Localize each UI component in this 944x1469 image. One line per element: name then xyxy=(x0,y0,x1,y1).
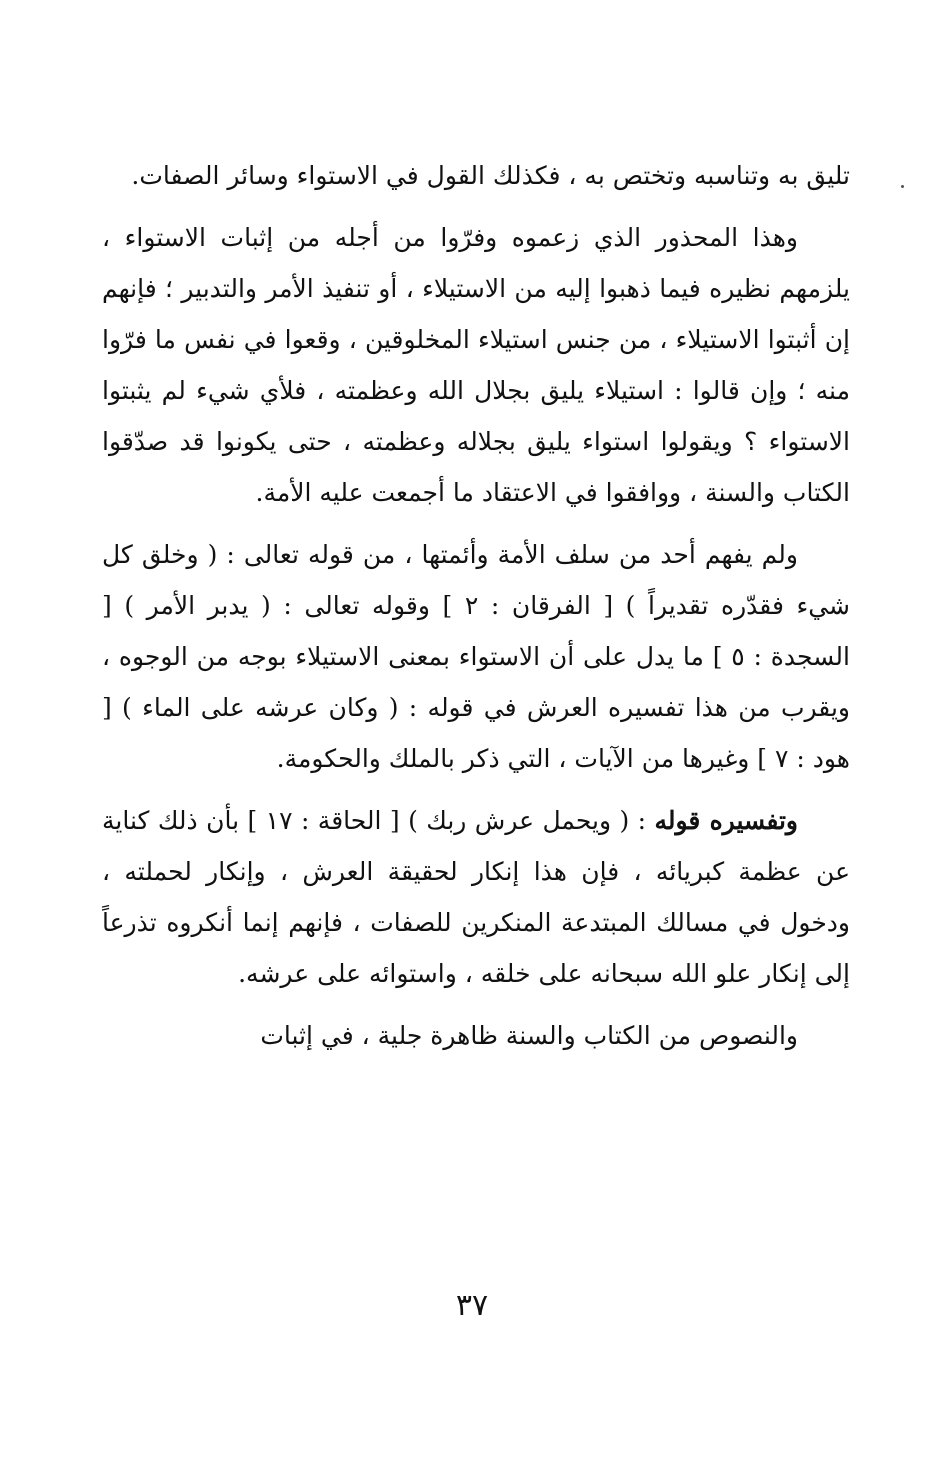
paragraph-text: والنصوص من الكتاب والسنة ظاهرة جلية ، في إثبات xyxy=(260,1021,798,1050)
scan-speck xyxy=(901,185,904,188)
paragraph-text: تليق به وتناسبه وتختص به ، فكذلك القول في الاستواء وسائر الصفات. xyxy=(131,161,850,190)
paragraph-4 xyxy=(102,795,850,999)
paragraph-text: : ( ويحمل عرش ربك ) [ الحاقة : ١٧ ] بأن ذلك كناية عن عظمة كبريائه ، فإن هذا إنكار لحقيقة العرش ، وإنكار لحملته ، ودخول في مسالك المبتدعة المنكرين للصفات ، فإنهم إنما أنكروه تذرعاً إلى إنكار علو الله سبحانه على خلقه ، واستوائه على عرشه. xyxy=(102,806,850,988)
paragraph-5 xyxy=(102,1010,850,1061)
paragraph-2 xyxy=(102,212,850,518)
paragraph-text: وهذا المحذور الذي زعموه وفرّوا من أجله من إثبات الاستواء ، يلزمهم نظيره فيما ذهبوا إليه من الاستيلاء ، أو تنفيذ الأمر والتدبير ؛ فإنهم إن أثبتوا الاستيلاء ، من جنس استيلاء المخلوقين ، وقعوا في نفس ما فرّوا منه ؛ وإن قالوا : استيلاء يليق بجلال الله وعظمته ، فلأي شيء لم يثبتوا الاستواء ؟ ويقولوا استواء يليق بجلاله وعظمته ، حتى يكونوا قد صدّقوا الكتاب والسنة ، ووافقوا في الاعتقاد ما أجمعت عليه الأمة. xyxy=(102,223,850,507)
page-number: ٣٧ xyxy=(455,1288,489,1323)
paragraph-1 xyxy=(102,150,850,201)
paragraph-text: ولم يفهم أحد من سلف الأمة وأئمتها ، من قوله تعالى : ( وخلق كل شيء فقدّره تقديراً ) [ الفرقان : ٢ ] وقوله تعالى : ( يدبر الأمر ) [ السجدة : ٥ ] ما يدل على أن الاستواء بمعنى الاستيلاء بوجه من الوجوه ، ويقرب من هذا تفسيره العرش في قوله : ( وكان عرشه على الماء ) [ هود : ٧ ] وغيرها من الآيات ، التي ذكر بالملك والحكومة. xyxy=(102,540,851,773)
bold-lead-in: وتفسيره قوله xyxy=(654,806,798,835)
paragraph-3 xyxy=(102,529,850,784)
body-text xyxy=(102,150,850,1061)
